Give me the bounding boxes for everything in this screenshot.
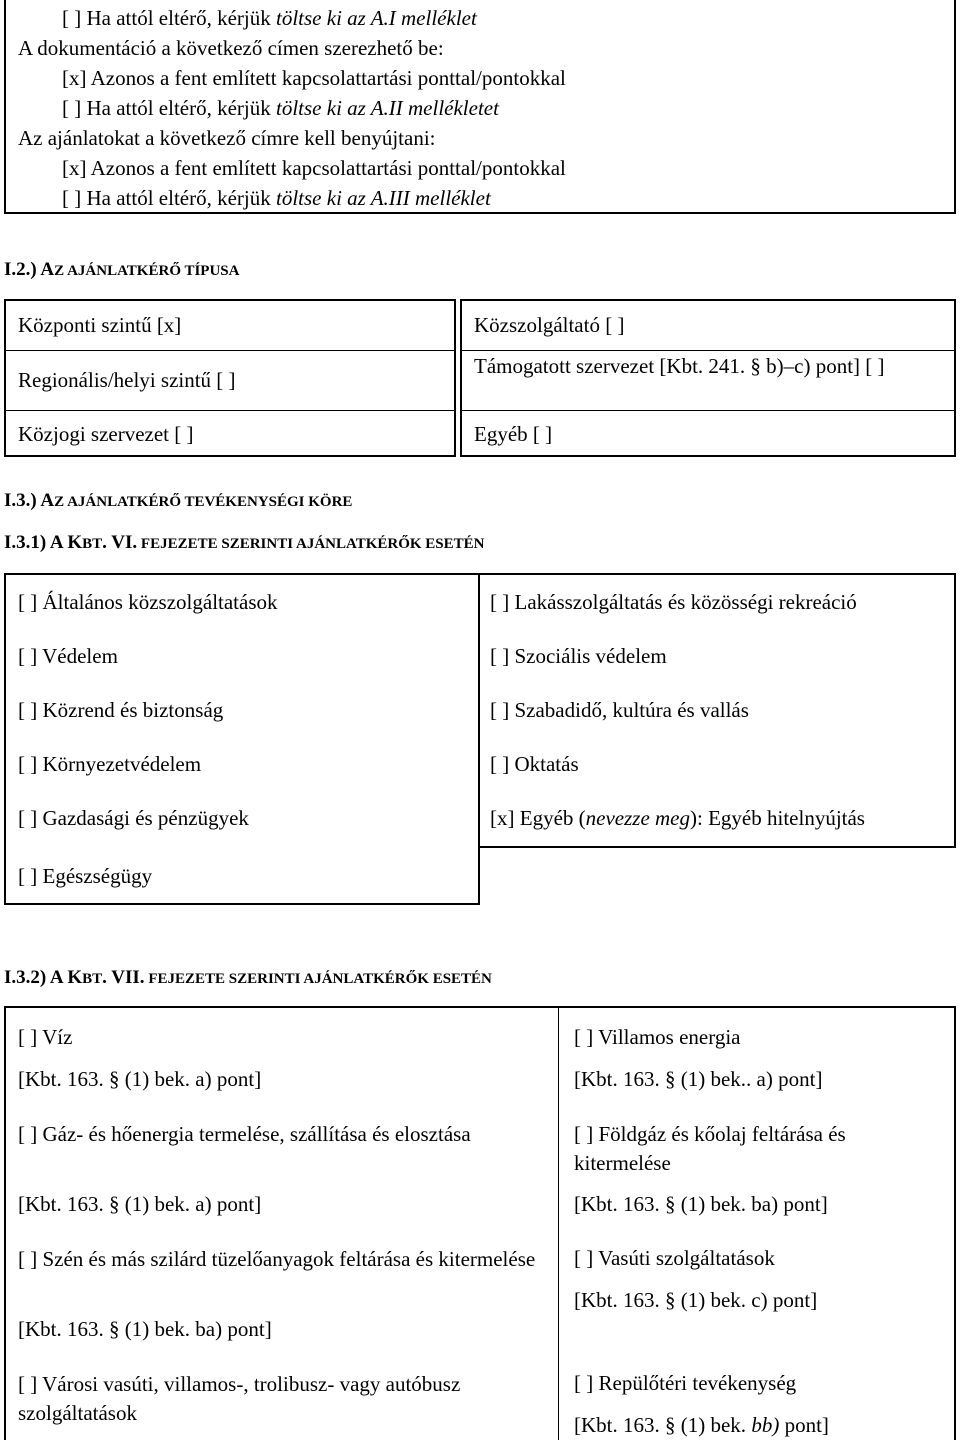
i31-general-public-services: [ ] Általános közszolgáltatások bbox=[18, 590, 278, 614]
i32-middle-border bbox=[558, 1006, 559, 1440]
i32-oil-gas: [ ] Földgáz és kőolaj feltárása és kitermelése bbox=[574, 1122, 846, 1175]
top-line-4: [ ] Ha attól eltérő, kérjük töltse ki az A.II mellékletet bbox=[62, 96, 499, 120]
top-line-5: Az ajánlatokat a következő címre kell benyújtani: bbox=[18, 126, 436, 150]
i2-right-divider-1 bbox=[460, 350, 956, 351]
i31-left-border bbox=[4, 573, 6, 905]
section-i31-heading: I.3.1) A KBT. VI. FEJEZETE SZERINTI AJÁNLATKÉRŐK ESETÉN bbox=[4, 532, 485, 553]
i2-option-public-service: Közszolgáltató [ ] bbox=[474, 313, 625, 337]
i2-right-divider-2 bbox=[460, 410, 956, 411]
i32-coal: [ ] Szén és más szilárd tüzelőanyagok feltárása és kitermelése bbox=[18, 1247, 536, 1271]
i31-social-protection: [ ] Szociális védelem bbox=[490, 644, 667, 668]
i2-option-regional: Regionális/helyi szintű [ ] bbox=[18, 368, 236, 392]
i32-gas-heat-ref: [Kbt. 163. § (1) bek. a) pont] bbox=[18, 1192, 262, 1216]
i32-water: [ ] Víz bbox=[18, 1025, 73, 1049]
i2-option-other: Egyéb [ ] bbox=[474, 422, 553, 446]
i2-option-supported-org: Támogatott szervezet [Kbt. 241. § b)–c) pont] [ ] bbox=[474, 354, 885, 378]
i32-airport-ref: [Kbt. 163. § (1) bek. bb) pont] bbox=[574, 1413, 829, 1437]
top-line-3: [x] Azonos a fent említett kapcsolattartási ponttal/pontokkal bbox=[62, 66, 566, 90]
section-i2-heading: I.2.) AZ AJÁNLATKÉRŐ TÍPUSA bbox=[4, 259, 240, 280]
i32-railway-ref: [Kbt. 163. § (1) bek. c) pont] bbox=[574, 1288, 818, 1312]
i31-economic-financial: [ ] Gazdasági és pénzügyek bbox=[18, 806, 249, 830]
i31-housing: [ ] Lakásszolgáltatás és közösségi rekreáció bbox=[490, 590, 857, 614]
i32-top-border bbox=[4, 1006, 956, 1008]
top-line-2: A dokumentáció a következő címen szerezhető be: bbox=[18, 36, 444, 60]
i31-right-bottom-border bbox=[478, 846, 956, 848]
i31-middle-border bbox=[478, 573, 480, 905]
i32-urban-transport: [ ] Városi vasúti, villamos-, trolibusz- vagy autóbusz szolgáltatások bbox=[18, 1372, 461, 1425]
top-box-right-border bbox=[954, 0, 956, 214]
top-line-6: [x] Azonos a fent említett kapcsolattartási ponttal/pontokkal bbox=[62, 156, 566, 180]
i2-option-central: Központi szintű [x] bbox=[18, 313, 182, 337]
top-box-bottom-border bbox=[4, 212, 956, 214]
top-line-7: [ ] Ha attól eltérő, kérjük töltse ki az A.III melléklet bbox=[62, 186, 491, 210]
top-line-1: [ ] Ha attól eltérő, kérjük töltse ki az A.I melléklet bbox=[62, 6, 477, 30]
i32-left-border bbox=[4, 1006, 6, 1440]
i2-left-divider-2 bbox=[4, 410, 456, 411]
i32-coal-ref: [Kbt. 163. § (1) bek. ba) pont] bbox=[18, 1317, 272, 1341]
i2-left-divider-1 bbox=[4, 350, 456, 351]
i31-environment: [ ] Környezetvédelem bbox=[18, 752, 202, 776]
i2-option-public-law: Közjogi szervezet [ ] bbox=[18, 422, 194, 446]
section-i3-heading: I.3.) AZ AJÁNLATKÉRŐ TEVÉKENYSÉGI KÖRE bbox=[4, 490, 353, 511]
i31-education: [ ] Oktatás bbox=[490, 752, 579, 776]
top-box-left-border bbox=[4, 0, 6, 214]
i32-railway: [ ] Vasúti szolgáltatások bbox=[574, 1246, 775, 1270]
i32-electricity-ref: [Kbt. 163. § (1) bek.. a) pont] bbox=[574, 1067, 823, 1091]
i31-left-bottom-border bbox=[4, 903, 480, 905]
i31-right-border bbox=[954, 573, 956, 848]
i32-right-border bbox=[954, 1006, 956, 1440]
i32-water-ref: [Kbt. 163. § (1) bek. a) pont] bbox=[18, 1067, 262, 1091]
i32-airport: [ ] Repülőtéri tevékenység bbox=[574, 1371, 797, 1395]
i31-top-border bbox=[4, 573, 956, 575]
i32-oil-gas-ref: [Kbt. 163. § (1) bek. ba) pont] bbox=[574, 1192, 828, 1216]
i32-electricity: [ ] Villamos energia bbox=[574, 1025, 741, 1049]
i31-other: [x] Egyéb (nevezze meg): Egyéb hitelnyújtás bbox=[490, 806, 865, 830]
section-i32-heading: I.3.2) A KBT. VII. FEJEZETE SZERINTI AJÁNLATKÉRŐK ESETÉN bbox=[4, 967, 492, 988]
i31-recreation: [ ] Szabadidő, kultúra és vallás bbox=[490, 698, 749, 722]
i31-public-order: [ ] Közrend és biztonság bbox=[18, 698, 224, 722]
i31-health: [ ] Egészségügy bbox=[18, 864, 153, 888]
i31-defence: [ ] Védelem bbox=[18, 644, 118, 668]
i32-gas-heat: [ ] Gáz- és hőenergia termelése, szállítása és elosztása bbox=[18, 1122, 471, 1146]
